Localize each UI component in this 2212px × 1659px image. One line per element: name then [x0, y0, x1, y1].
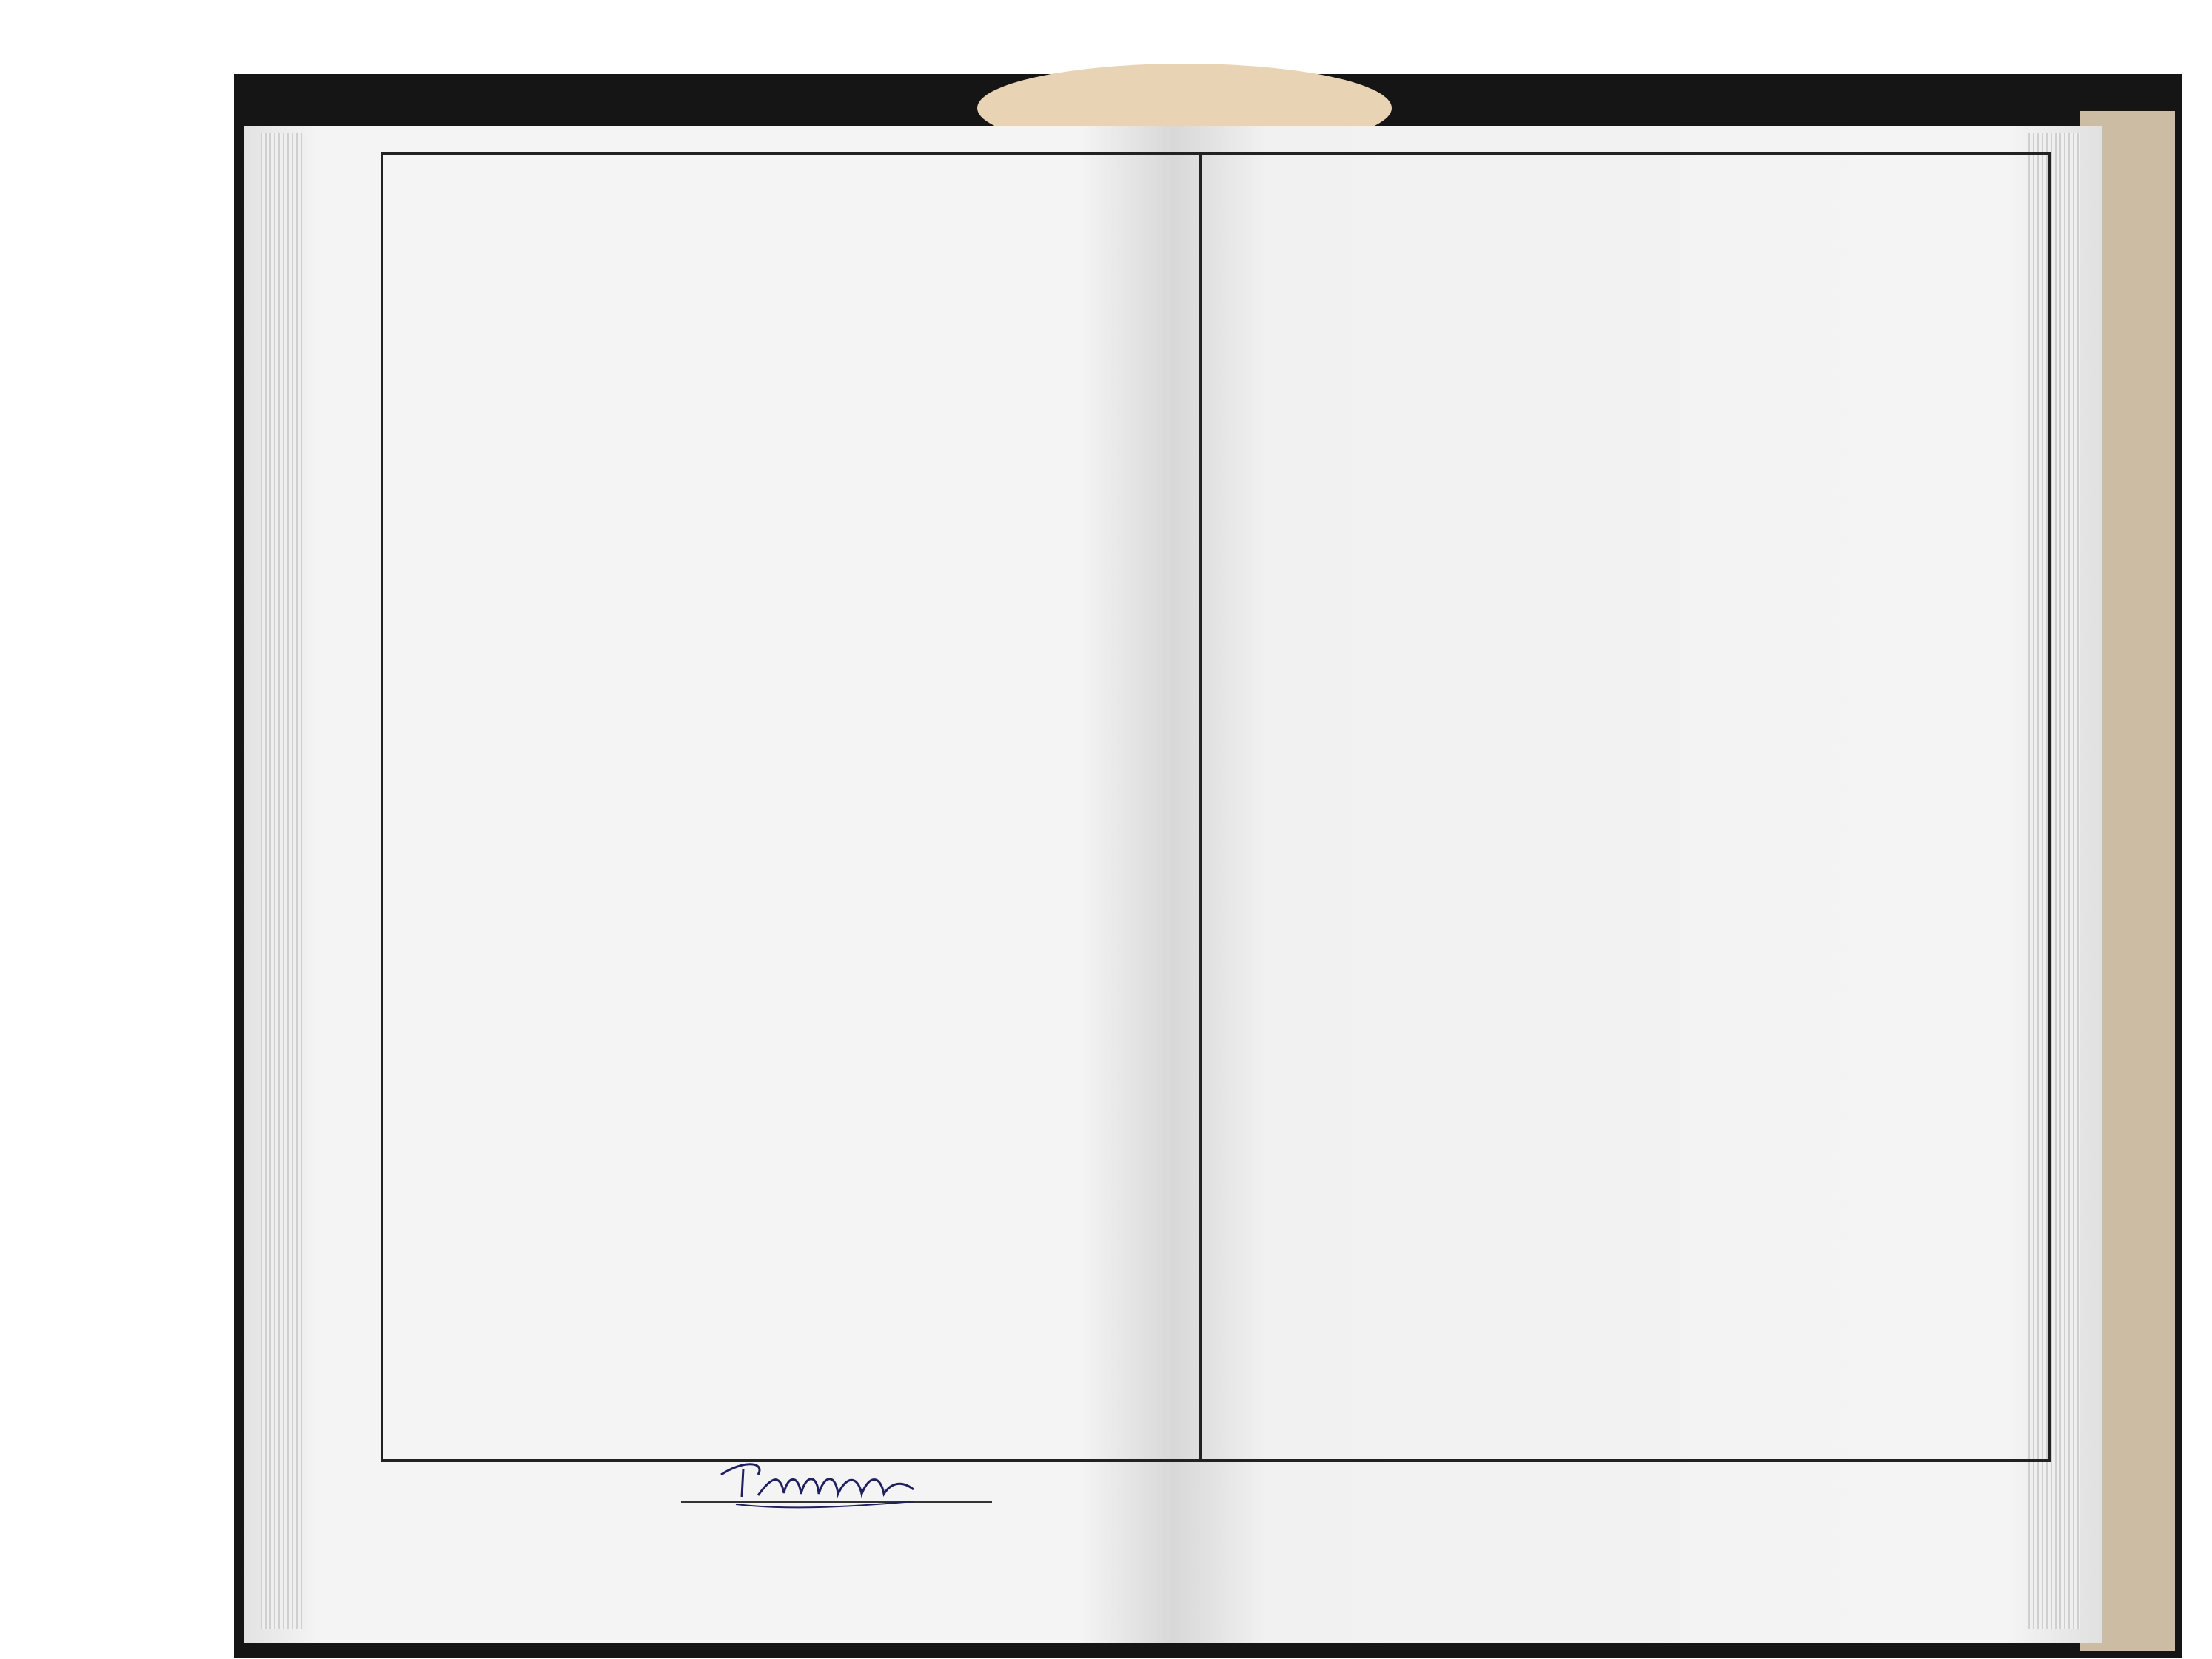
- page-edges-left: [261, 133, 305, 1629]
- census-form-right-page: [1199, 152, 2051, 1462]
- handwritten-signature: [714, 1452, 921, 1519]
- census-form-left-page: [381, 152, 1202, 1462]
